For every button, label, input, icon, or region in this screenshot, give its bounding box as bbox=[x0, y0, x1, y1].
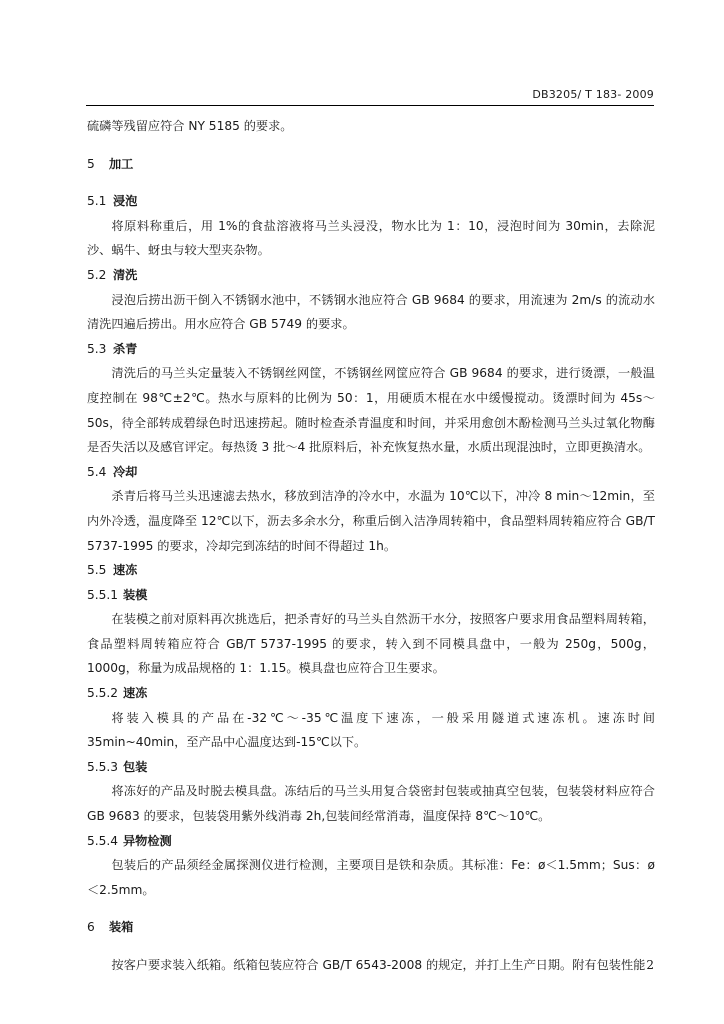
heading-title: 浸泡 bbox=[113, 194, 138, 209]
heading-number: 5.5.3 bbox=[87, 759, 119, 774]
heading-title: 清洗 bbox=[113, 267, 138, 282]
subsection-heading bbox=[87, 460, 655, 485]
paragraph: 在装模之前对原料再次挑选后，把杀青好的马兰头自然沥干水分，按照客户要求用食品塑料周转箱，食品塑料周转箱应符合 GB/T 5737-1995 的要求，转入到不同模具盘中，一般为 250g，500g，1000g，称量为成品规格的 1：1.15。模具盘也应符合卫生要求。 bbox=[87, 612, 655, 676]
document-code: DB3205/ T 183- 2009 bbox=[532, 88, 654, 101]
paragraph: 按客户要求装入纸箱。纸箱包装应符合 GB/T 6543-2008 的规定，并打上生产日期。附有包装性能 bbox=[111, 958, 646, 972]
section-gap bbox=[87, 176, 655, 189]
paragraph: 包装后的产品须经金属探测仪进行检测，主要项目是铁和杂质。其标准：Fe：ø＜1.5mm；Sus：ø＜2.5mm。 bbox=[87, 858, 655, 897]
heading-number: 6 bbox=[87, 920, 95, 935]
heading-title: 装模 bbox=[123, 587, 148, 602]
heading-number: 5.5 bbox=[87, 563, 107, 578]
paragraph: 硫磷等残留应符合 NY 5185 的要求。 bbox=[87, 119, 293, 133]
paragraph: 清洗后的马兰头定量装入不锈钢丝网筐，不锈钢丝网筐应符合 GB 9684 的要求，进行烫漂，一般温度控制在 98℃±2℃。热水与原料的比例为 50：1，用硬质木棍在水中缓慢搅动。烫漂时间为 45s～50s，待全部转成碧绿色时迅速捞起。随时检查杀青温度和时间，并采用愈创木酚检测马兰头过氧化物酶是否失活以及感官评定。每热烫 3 批～4 批原料后，补充恢复热水量，水质出现混浊时，立即更换清水。 bbox=[87, 366, 655, 455]
document-body bbox=[87, 114, 655, 978]
heading-number: 5.4 bbox=[87, 464, 107, 479]
heading-number: 5.5.2 bbox=[87, 686, 119, 701]
subsection-heading bbox=[87, 189, 655, 214]
heading-number: 5.3 bbox=[87, 341, 107, 356]
subsection-heading bbox=[87, 583, 655, 608]
heading-title: 异物检测 bbox=[123, 833, 172, 848]
heading-title: 装箱 bbox=[109, 920, 134, 935]
header-divider bbox=[86, 105, 654, 106]
heading-title: 冷却 bbox=[113, 464, 138, 479]
heading-title: 包装 bbox=[123, 759, 148, 774]
heading-number: 5.1 bbox=[87, 194, 107, 209]
paragraph: 将原料称重后，用 1%的食盐溶液将马兰头浸没，物水比为 1：10，浸泡时间为 30min，去除泥沙、蜗牛、蚜虫与较大型夹杂物。 bbox=[87, 218, 655, 258]
paragraph: 将冻好的产品及时脱去模具盘。冻结后的马兰头用复合袋密封包装或抽真空包装，包装袋材料应符合 GB 9683 的要求，包装袋用紫外线消毒 2h,包装间经常消毒，温度保持 8℃～10℃。 bbox=[87, 784, 655, 824]
paragraph: 将装入模具的产品在-32℃～-35℃温度下速冻，一般采用隧道式速冻机。速冻时间 35min~40min，至产品中心温度达到-15℃以下。 bbox=[87, 710, 655, 750]
heading-title: 杀青 bbox=[113, 341, 138, 356]
section-gap bbox=[87, 940, 655, 953]
heading-number: 5 bbox=[87, 156, 95, 171]
section-gap bbox=[87, 139, 655, 152]
heading-number: 5.5.1 bbox=[87, 587, 119, 602]
heading-title: 速冻 bbox=[123, 686, 148, 701]
heading-title: 加工 bbox=[109, 156, 134, 171]
paragraph: 杀青后将马兰头迅速滤去热水，移放到洁净的冷水中，水温为 10℃以下，冲冷 8 min～12min，至内外冷透，温度降至 12℃以下，沥去多余水分，称重后倒入洁净周转箱中，食品塑料周转箱应符合 GB/T 5737-1995 的要求，冷却完到冻结的时间不得超过 1h。 bbox=[87, 489, 655, 553]
subsection-heading bbox=[87, 337, 655, 362]
subsection-heading bbox=[87, 263, 655, 288]
heading-number: 5.2 bbox=[87, 267, 107, 282]
section-heading bbox=[87, 152, 655, 177]
page-number: 2 bbox=[646, 958, 654, 972]
subsection-heading bbox=[87, 681, 655, 706]
heading-title: 速冻 bbox=[113, 563, 138, 578]
heading-number: 5.5.4 bbox=[87, 833, 119, 848]
section-gap bbox=[87, 902, 655, 915]
subsection-heading bbox=[87, 755, 655, 780]
section-heading bbox=[87, 915, 655, 940]
subsection-heading bbox=[87, 558, 655, 583]
paragraph: 浸泡后捞出沥干倒入不锈钢水池中，不锈钢水池应符合 GB 9684 的要求，用流速为 2m/s 的流动水清洗四遍后捞出。用水应符合 GB 5749 的要求。 bbox=[87, 292, 655, 332]
subsection-heading bbox=[87, 829, 655, 854]
